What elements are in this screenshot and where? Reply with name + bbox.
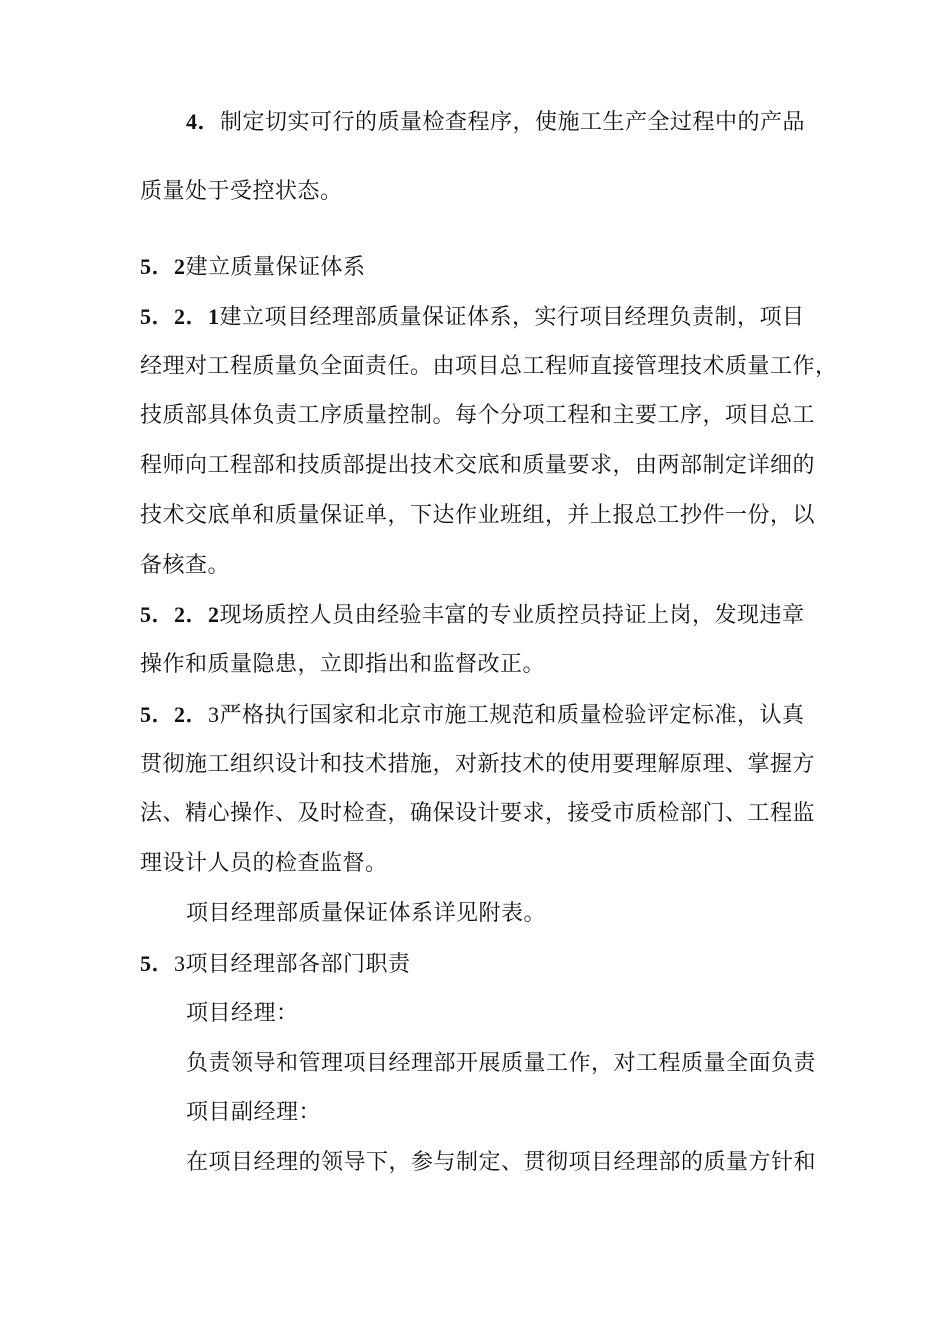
role-desc-deputy-manager <box>186 1148 816 1178</box>
role-desc-project-manager <box>186 1049 816 1079</box>
paragraph-5-2-1-line-1 <box>140 302 805 333</box>
section-title: 项目经理部各部门职责 <box>185 952 411 977</box>
section-heading-5-3 <box>140 949 411 980</box>
role-title: 项目副经理： <box>186 1100 322 1125</box>
section-heading-5-2 <box>140 252 366 283</box>
paragraph-5-2-1-line-5 <box>140 501 815 531</box>
paragraph-5-2-1-line-3 <box>140 401 815 431</box>
clause-number: 5．2．1 <box>140 304 220 329</box>
clause-text: 操作和质量隐患，立即指出和监督改正。 <box>140 652 546 677</box>
clause-text: 程师向工程部和技质部提出技术交底和质量要求，由两部制定详细的 <box>140 453 816 478</box>
clause-text: 技术交底单和质量保证单，下达作业班组，并上报总工抄件一份，以 <box>140 503 816 528</box>
paragraph-5-2-2-line-1 <box>140 600 805 631</box>
note-line <box>186 899 546 929</box>
clause-text: 严格执行国家和北京市施工规范和质量检验评定标准，认真 <box>219 703 805 728</box>
paragraph-5-2-3-line-2 <box>140 750 815 780</box>
role-title-deputy-manager <box>186 1098 321 1128</box>
clause-text: 理设计人员的检查监督。 <box>140 851 388 876</box>
section-number-suffix: 3 <box>174 951 186 976</box>
paragraph-5-2-1-line-4 <box>140 451 815 481</box>
paragraph-5-2-3-line-4 <box>140 849 388 879</box>
clause-text: 技质部具体负责工序质量控制。每个分项工程和主要工序，项目总工 <box>140 403 816 428</box>
clause-text: 经理对工程质量负全面责任。由项目总工程师直接管理技术质量工作， <box>140 354 838 379</box>
section-number: 5． <box>140 951 175 976</box>
item-number: 4． <box>186 109 221 134</box>
note-text: 项目经理部质量保证体系详见附表。 <box>186 901 547 926</box>
item-text: 制定切实可行的质量检查程序，使施工生产全过程中的产品 <box>220 110 806 135</box>
clause-number: 5．2． <box>140 702 209 727</box>
role-title-project-manager <box>186 999 299 1029</box>
clause-number-suffix: 3 <box>208 702 220 727</box>
paragraph-item-4-line-1 <box>186 107 805 138</box>
clause-text: 现场质控人员由经验丰富的专业质控员持证上岗，发现违章 <box>219 603 805 628</box>
clause-text: 贯彻施工组织设计和技术措施，对新技术的使用要理解原理、掌握方 <box>140 752 816 777</box>
role-title: 项目经理： <box>186 1001 299 1026</box>
paragraph-5-2-2-line-2 <box>140 650 545 680</box>
paragraph-5-2-1-line-2 <box>140 352 838 382</box>
clause-number: 5．2．2 <box>140 602 220 627</box>
clause-text: 备核查。 <box>140 553 231 578</box>
role-description: 在项目经理的领导下，参与制定、贯彻项目经理部的质量方针和 <box>186 1150 817 1175</box>
section-number: 5．2 <box>140 254 186 279</box>
paragraph-5-2-1-line-6 <box>140 551 230 581</box>
section-title: 建立质量保证体系 <box>185 255 366 280</box>
paragraph-5-2-3-line-1 <box>140 700 805 731</box>
paragraph-item-4-line-2 <box>140 177 343 207</box>
role-description: 负责领导和管理项目经理部开展质量工作，对工程质量全面负责 <box>186 1051 817 1076</box>
paragraph-5-2-3-line-3 <box>140 799 815 829</box>
clause-text: 建立项目经理部质量保证体系，实行项目经理负责制，项目 <box>219 305 805 330</box>
item-text: 质量处于受控状态。 <box>140 179 343 204</box>
clause-text: 法、精心操作、及时检查，确保设计要求，接受市质检部门、工程监 <box>140 801 816 826</box>
